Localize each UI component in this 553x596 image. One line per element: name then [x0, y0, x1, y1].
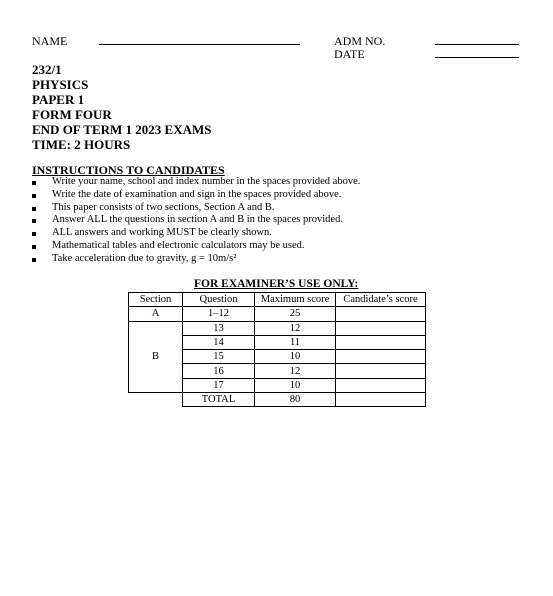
bullet-icon	[32, 219, 36, 223]
empty-cell	[129, 393, 183, 407]
table-header-row	[129, 293, 426, 307]
instruction-item: Write your name, school and index number in the spaces provided above.	[32, 176, 360, 189]
instructions-title: INSTRUCTIONS TO CANDIDATES	[32, 163, 225, 177]
bullet-icon	[32, 207, 36, 211]
instruction-item: Mathematical tables and electronic calculators may be used.	[32, 240, 360, 253]
column-header: Maximum score	[255, 293, 336, 307]
exam-header	[32, 62, 211, 152]
subject-title: PHYSICS	[32, 77, 89, 92]
bullet-icon	[32, 181, 36, 185]
column-header: Question	[183, 293, 255, 307]
form-level: FORM FOUR	[32, 107, 112, 122]
examiner-score-table	[128, 292, 426, 407]
max-score-cell: 12	[255, 364, 336, 378]
max-score-cell: 11	[255, 335, 336, 349]
bullet-icon	[32, 258, 36, 262]
question-cell: 17	[183, 378, 255, 392]
name-blank-line[interactable]	[99, 44, 300, 45]
section-cell: A	[129, 307, 183, 321]
date-label: DATE	[334, 47, 365, 61]
max-score-cell: 25	[255, 307, 336, 321]
paper-number: PAPER 1	[32, 92, 85, 107]
candidate-score-cell[interactable]	[336, 364, 426, 378]
max-score-cell: 12	[255, 321, 336, 335]
section-cell: B	[129, 321, 183, 392]
question-cell: 16	[183, 364, 255, 378]
instruction-item: This paper consists of two sections, Section A and B.	[32, 202, 360, 215]
adm-no-blank-line[interactable]	[435, 44, 519, 45]
table-row	[129, 307, 426, 321]
examiner-title: FOR EXAMINER’S USE ONLY:	[194, 278, 359, 290]
candidate-score-cell[interactable]	[336, 335, 426, 349]
bullet-icon	[32, 194, 36, 198]
bullet-icon	[32, 245, 36, 249]
question-cell: 1–12	[183, 307, 255, 321]
paper-code: 232/1	[32, 62, 62, 77]
instruction-item: Answer ALL the questions in section A and B in the spaces provided.	[32, 214, 360, 227]
exam-duration: TIME: 2 HOURS	[32, 137, 131, 152]
max-score-cell: 10	[255, 350, 336, 364]
date-blank-line[interactable]	[435, 57, 519, 58]
question-cell: 15	[183, 350, 255, 364]
total-label-cell: TOTAL	[183, 393, 255, 407]
instruction-item: Write the date of examination and sign in the spaces provided above.	[32, 189, 360, 202]
question-cell: 14	[183, 335, 255, 349]
exam-name: END OF TERM 1 2023 EXAMS	[32, 122, 212, 137]
instructions-list	[32, 176, 360, 266]
total-max-cell: 80	[255, 393, 336, 407]
candidate-score-cell[interactable]	[336, 350, 426, 364]
instruction-item: Take acceleration due to gravity, g = 10m/s²	[32, 253, 360, 266]
table-total-row	[129, 393, 426, 407]
name-label: NAME	[32, 34, 68, 48]
candidate-score-cell[interactable]	[336, 378, 426, 392]
column-header: Section	[129, 293, 183, 307]
table-row	[129, 321, 426, 335]
adm-no-label: ADM NO.	[334, 34, 386, 48]
instruction-item: ALL answers and working MUST be clearly shown.	[32, 227, 360, 240]
candidate-score-cell[interactable]	[336, 307, 426, 321]
candidate-total-cell[interactable]	[336, 393, 426, 407]
max-score-cell: 10	[255, 378, 336, 392]
question-cell: 13	[183, 321, 255, 335]
candidate-score-cell[interactable]	[336, 321, 426, 335]
bullet-icon	[32, 232, 36, 236]
column-header: Candidate’s score	[336, 293, 426, 307]
